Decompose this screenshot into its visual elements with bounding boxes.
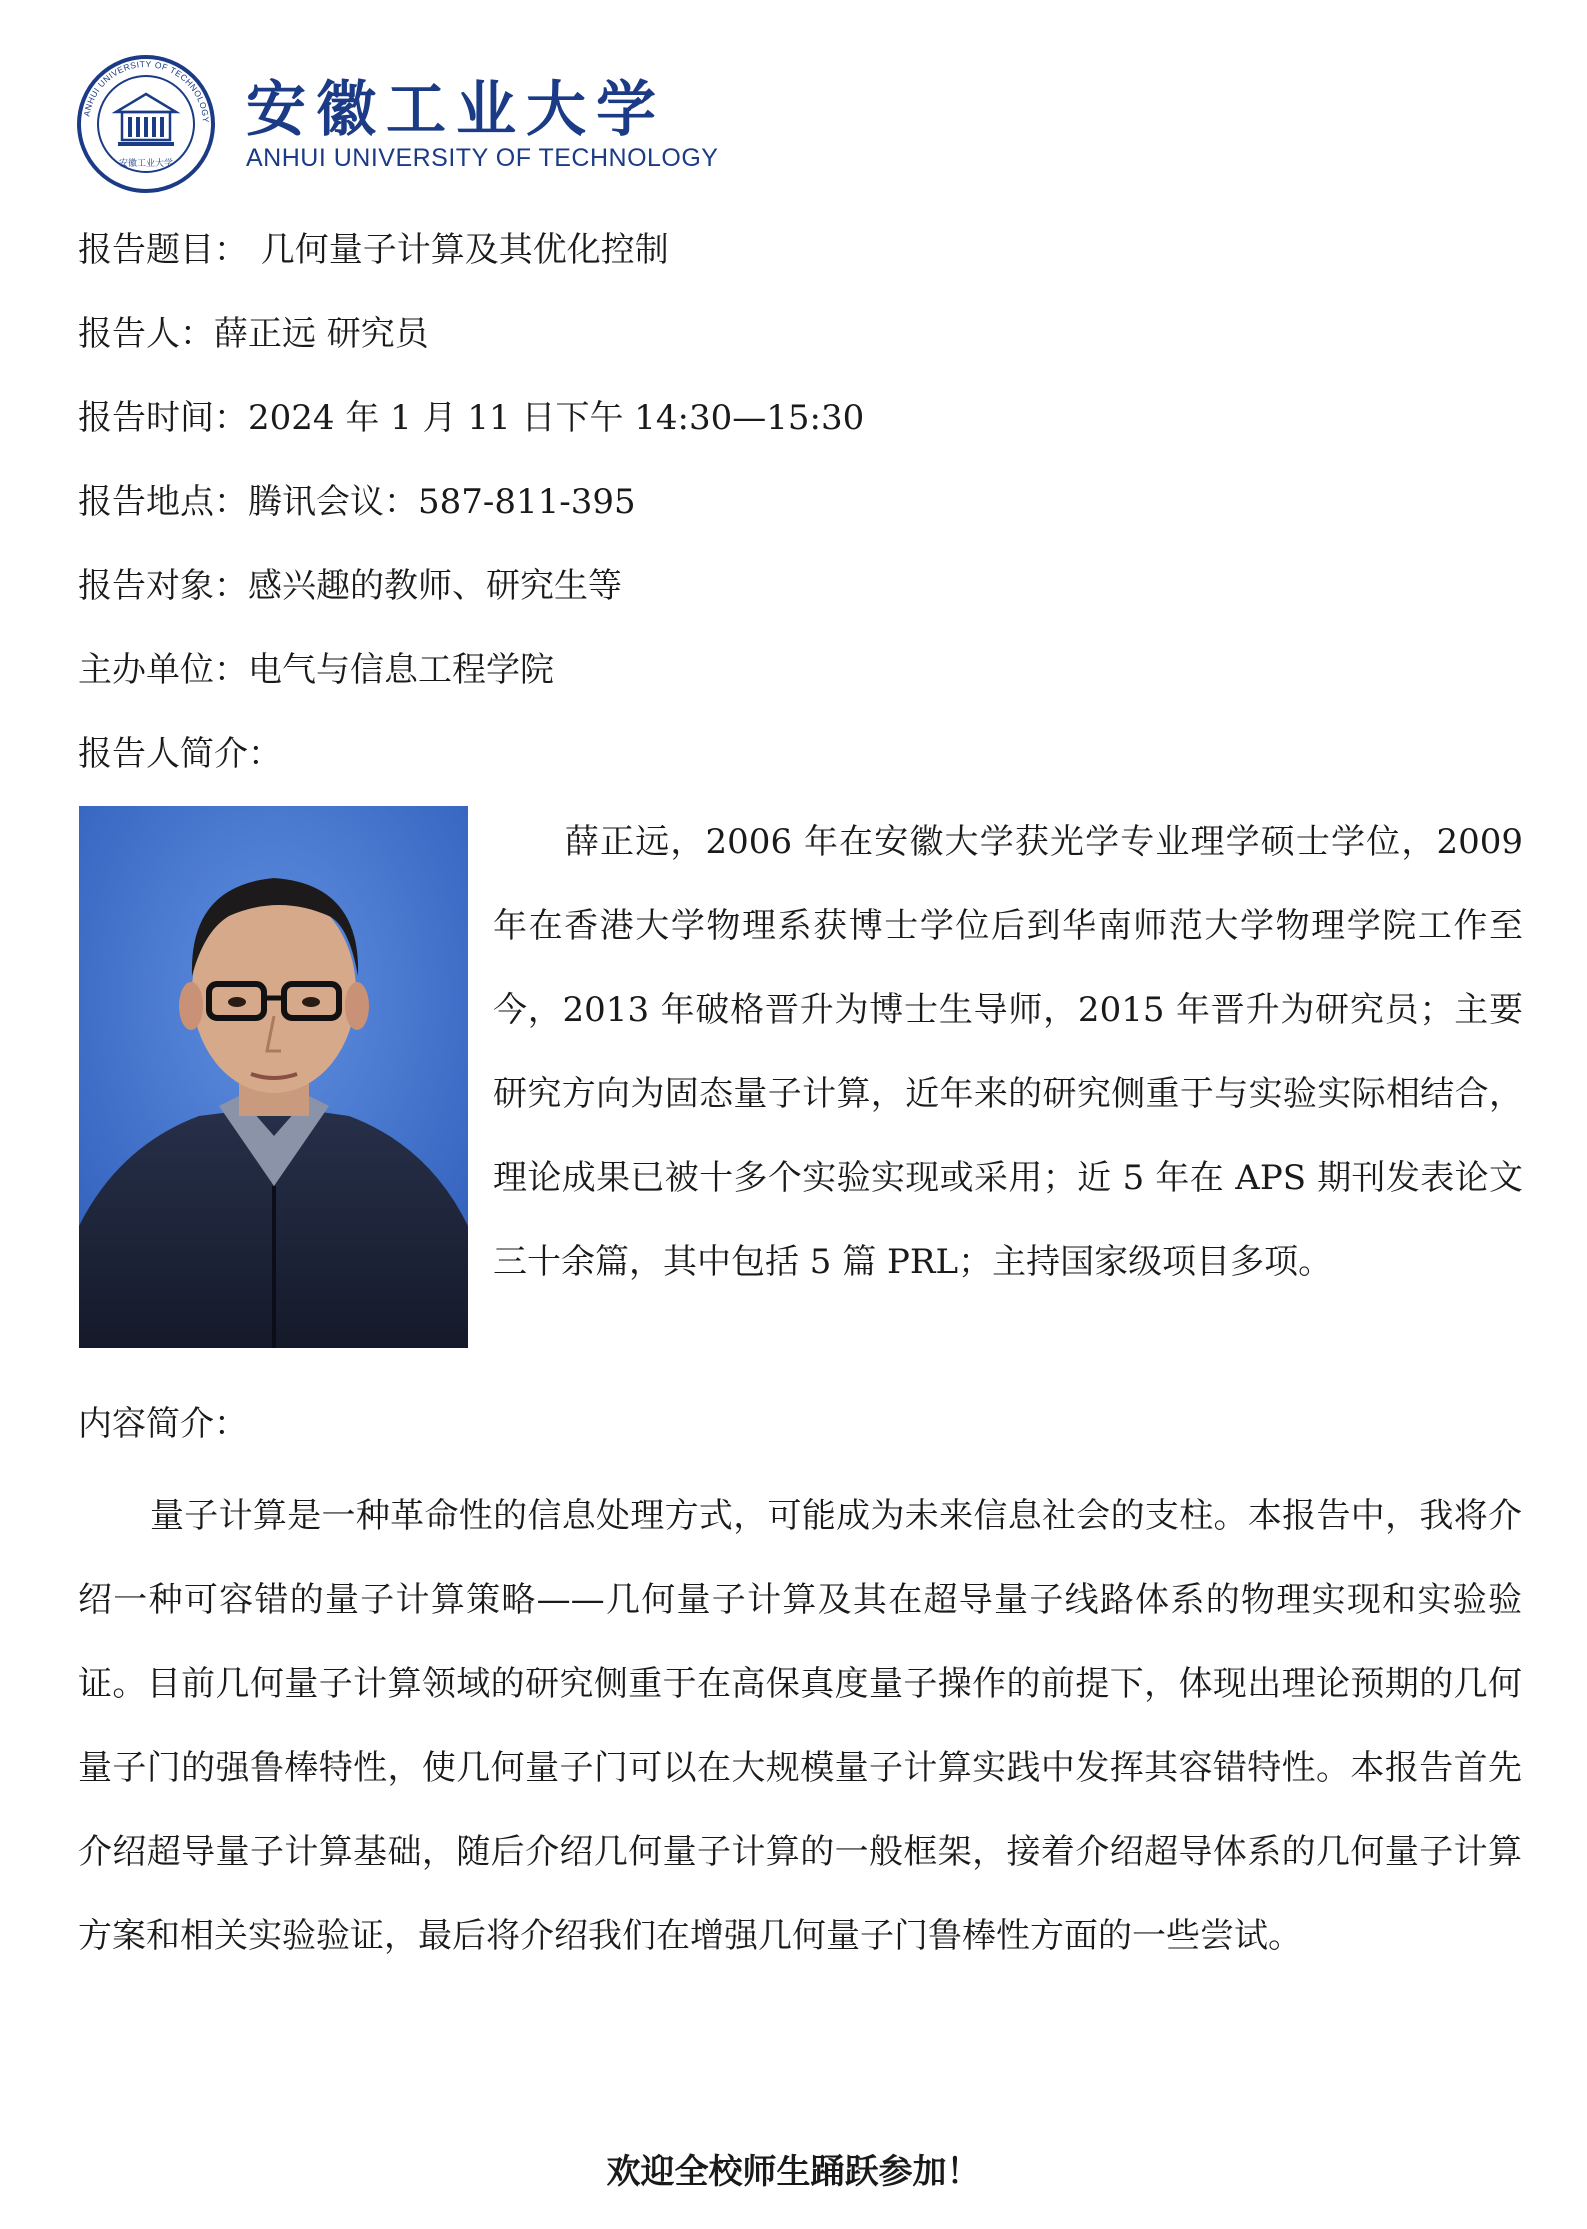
host-value: 电气与信息工程学院 bbox=[248, 650, 554, 690]
audience-label: 报告对象： bbox=[78, 566, 248, 606]
audience-value: 感兴趣的教师、研究生等 bbox=[248, 566, 622, 606]
speaker-label: 报告人： bbox=[78, 314, 214, 354]
speaker-portrait-image bbox=[79, 806, 468, 1348]
place-line bbox=[78, 472, 1518, 556]
talk-title-line bbox=[78, 220, 1518, 304]
time-label: 报告时间： bbox=[78, 398, 248, 438]
talk-info bbox=[78, 220, 1518, 808]
talk-title-label: 报告题目： bbox=[78, 230, 248, 270]
time-line bbox=[78, 388, 1518, 472]
university-name-en: ANHUI UNIVERSITY OF TECHNOLOGY bbox=[246, 144, 719, 172]
welcome-message: 欢迎全校师生踊跃参加！ bbox=[606, 2152, 981, 2192]
content-heading: 内容简介： bbox=[78, 1404, 248, 1444]
talk-abstract-text: 量子计算是一种革命性的信息处理方式，可能成为未来信息社会的支柱。本报告中，我将介绍一种可容错的量子计算策略——几何量子计算及其在超导量子线路体系的物理实现和实验验证。目前几何量子计算领域的研究侧重于在高保真度量子操作的前提下，体现出理论预期的几何量子门的强鲁棒特性，使几何量子门可以在大规模量子计算实践中发挥其容错特性。本报告首先介绍超导量子计算基础，随后介绍几何量子计算的一般框架，接着介绍超导体系的几何量子计算方案和相关实验验证，最后将介绍我们在增强几何量子门鲁棒性方面的一些尝试。 bbox=[78, 1496, 1522, 1956]
speaker-value: 薛正远 研究员 bbox=[214, 314, 429, 354]
speaker-photo bbox=[79, 806, 468, 1348]
university-header bbox=[76, 54, 719, 194]
university-name-cn: 安徽工业大学 bbox=[246, 75, 666, 145]
audience-line bbox=[78, 556, 1518, 640]
place-label: 报告地点： bbox=[78, 482, 248, 522]
place-value: 腾讯会议：587-811-395 bbox=[248, 482, 636, 522]
bio-heading: 报告人简介： bbox=[78, 734, 282, 774]
svg-text:安徽工业大学: 安徽工业大学 bbox=[118, 159, 174, 169]
university-seal-icon bbox=[76, 54, 216, 194]
talk-title-value: 几何量子计算及其优化控制 bbox=[250, 230, 669, 270]
speaker-bio-text: 薛正远，2006 年在安徽大学获光学专业理学硕士学位，2009 年在香港大学物理系获博士学位后到华南师范大学物理学院工作至今，2013 年破格晋升为博士生导师，2015 年晋升为研究员；主要研究方向为固态量子计算，近年来的研究侧重于与实验实际相结合，理论成果已被十多个实验实现或采用；近 5 年在 APS 期刊发表论文三十余篇，其中包括 5 篇 PRL；主持国家级项目多项。 bbox=[493, 822, 1523, 1282]
svg-text:ANHUI UNIVERSITY OF TECHNOLOGY: ANHUI UNIVERSITY OF TECHNOLOGY bbox=[81, 58, 212, 124]
time-value: 2024 年 1 月 11 日下午 14:30—15:30 bbox=[248, 398, 865, 438]
host-line bbox=[78, 640, 1518, 724]
speaker-line bbox=[78, 304, 1518, 388]
host-label: 主办单位： bbox=[78, 650, 248, 690]
